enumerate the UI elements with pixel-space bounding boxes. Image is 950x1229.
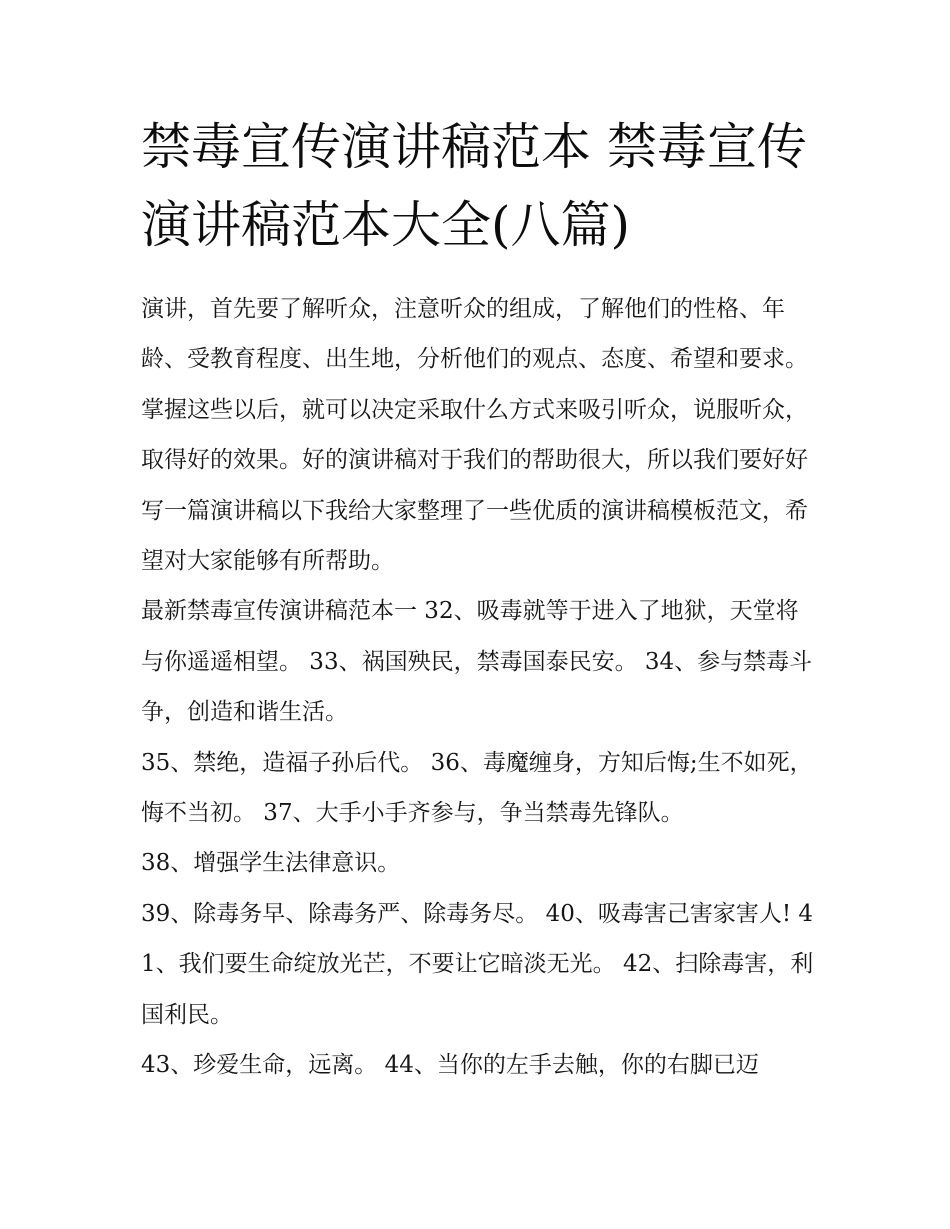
document-title: 禁毒宣传演讲稿范本 禁毒宣传演讲稿范本大全(八篇) (141, 118, 807, 254)
paragraph-slogans-32-34: 最新禁毒宣传演讲稿范本一 32、吸毒就等于进入了地狱，天堂将与你遥遥相望。 33、祸国殃民，禁毒国泰民安。 34、参与禁毒斗争，创造和谐生活。 (141, 598, 813, 726)
paragraph-slogans-39-42: 39、除毒务早、除毒务严、除毒务尽。 40、吸毒害己害家害人! 41、我们要生命绽放光芒，不要让它暗淡无光。 42、扫除毒害，利国利民。 (141, 900, 814, 1028)
paragraph-slogan-38: 38、增强学生法律意识。 (141, 850, 401, 877)
paragraph-intro: 演讲，首先要了解听众，注意听众的组成，了解他们的性格、年龄、受教育程度、出生地，分析他们的观点、态度、希望和要求。掌握这些以后，就可以决定采取什么方式来吸引听众，说服听众，取得好的效果。好的演讲稿对于我们的帮助很大，所以我们要好好写一篇演讲稿以下我给大家整理了一些优质的演讲稿模板范文，希望对大家能够有所帮助。 (141, 296, 808, 575)
document-body (141, 108, 816, 1091)
paragraph-slogans-43-44: 43、珍爱生命，远离。 44、当你的左手去触，你的右脚已迈 (141, 1052, 759, 1079)
paragraph-slogans-35-37: 35、禁绝，造福子孙后代。 36、毒魔缠身，方知后悔;生不如死，悔不当初。 37、大手小手齐参与，争当禁毒先锋队。 (141, 749, 813, 827)
